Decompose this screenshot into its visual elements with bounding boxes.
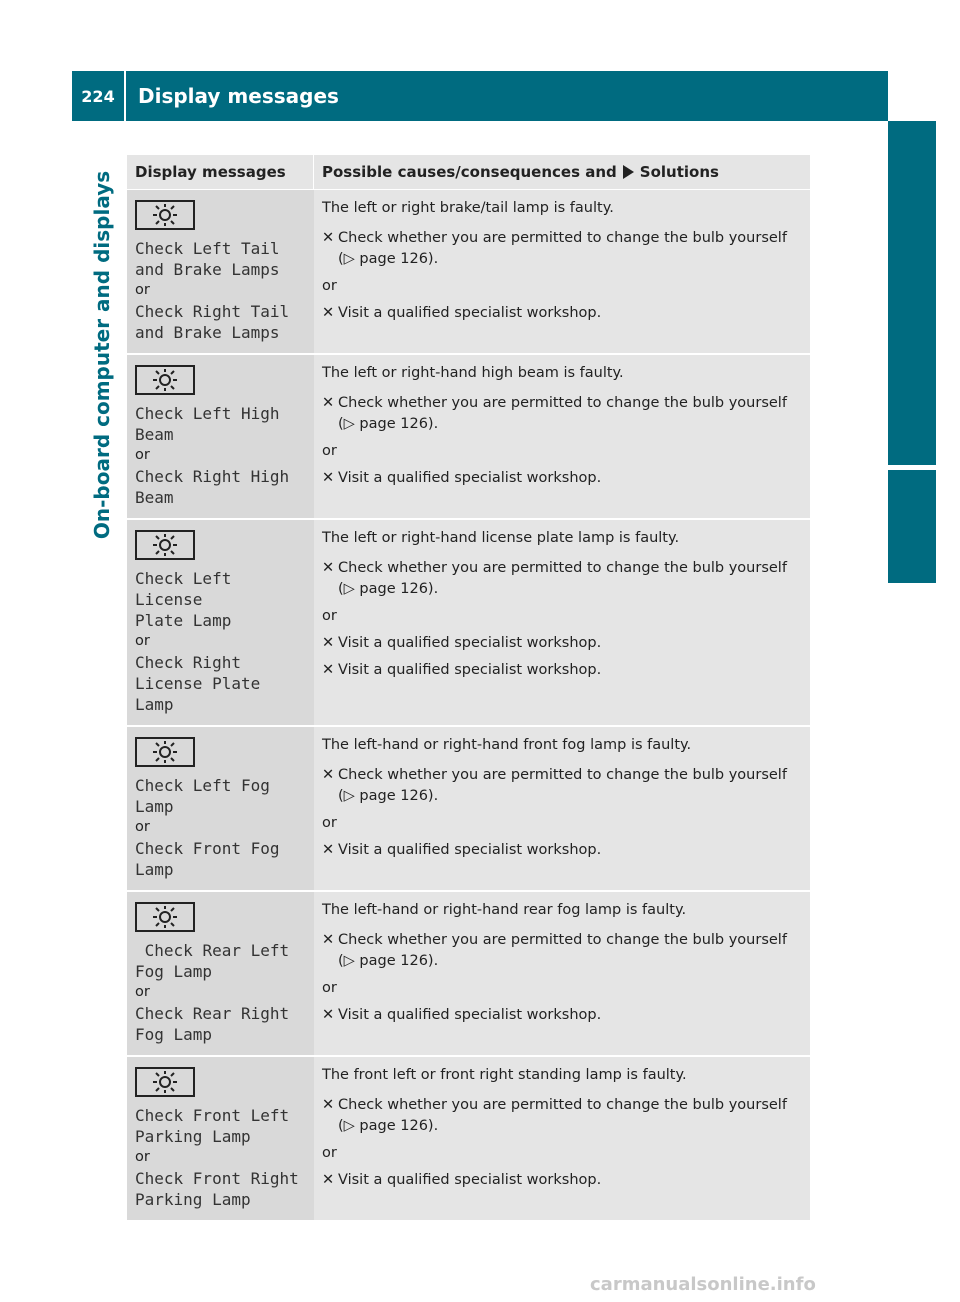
message-text-2: Check Right High Beam [135,467,290,507]
table-row [127,520,810,727]
table-row [127,1057,810,1222]
page-reference: (▷ page 126). [338,1118,439,1134]
step-text: Visit a qualified specialist workshop. [338,305,602,321]
header-solutions-label: Solutions [639,163,719,181]
side-tab [888,121,936,465]
solution-step [322,1095,802,1137]
solution-step [322,393,802,435]
message-text-2: Check Right Tail and Brake Lamps [135,302,290,342]
side-label: On-board computer and displays [90,170,114,540]
table-row [127,190,810,355]
step-text: Check whether you are permitted to change the bulb yourself (▷ page 126). [338,560,787,597]
message-text-2: Check Rear Right Fog Lamp [135,1004,290,1044]
bulb-warning-icon [135,365,195,395]
bulb-warning-icon [135,1067,195,1097]
bulb-warning-icon [135,530,195,560]
or-label: or [135,819,150,835]
watermark: carmanualsonline.info [590,1274,816,1295]
step-text: Visit a qualified specialist workshop. [338,842,602,858]
solution-step [322,765,802,807]
solution-step [322,303,802,324]
display-messages-table [127,155,810,1222]
message-text-2: Check Right License Plate Lamp [135,653,261,714]
message-text-1: Check Left License Plate Lamp [135,569,232,630]
solution-cell [314,190,810,353]
solution-step [322,228,802,270]
or-label: or [135,633,150,649]
page-reference: (▷ page 126). [338,788,439,804]
display-message-cell [127,355,314,518]
solution-step [322,930,802,972]
message-text-2: Check Front Fog Lamp [135,839,280,879]
x-bullet-icon: ✕ [322,767,335,783]
x-bullet-icon: ✕ [322,305,335,321]
step-text: Check whether you are permitted to change the bulb yourself (▷ page 126). [338,1097,787,1134]
x-bullet-icon: ✕ [322,1097,335,1113]
bulb-warning-icon [135,200,195,230]
or-label: or [322,1145,337,1161]
table-row [127,727,810,892]
message-text-1: Check Left High Beam [135,404,280,444]
page-reference: (▷ page 126). [338,416,439,432]
solution-cell [314,727,810,890]
display-message-cell [127,1057,314,1220]
solution-step [322,840,802,861]
x-bullet-icon: ✕ [322,932,335,948]
or-label: or [135,984,150,1000]
play-arrow-icon [623,165,634,179]
solution-cell [314,355,810,518]
cause-text: The left-hand or right-hand front fog lamp is faulty. [322,737,692,753]
bulb-warning-icon [135,737,195,767]
x-bullet-icon: ✕ [322,635,335,651]
header-display-messages: Display messages [127,155,314,189]
table-row [127,355,810,520]
header-causes-label: Possible causes/consequences and [322,163,617,181]
or-label: or [322,608,337,624]
table-header [127,155,810,190]
page-header [72,71,888,121]
step-text: Check whether you are permitted to change the bulb yourself (▷ page 126). [338,395,787,432]
x-bullet-icon: ✕ [322,230,335,246]
section-title: Display messages [138,84,339,108]
step-text: Check whether you are permitted to change the bulb yourself (▷ page 126). [338,767,787,804]
solution-step [322,660,802,681]
cause-text: The left or right-hand license plate lamp is faulty. [322,530,680,546]
solution-cell [314,1057,810,1220]
cause-text: The left-hand or right-hand rear fog lamp is faulty. [322,902,687,918]
header-causes [314,155,810,189]
step-text: Check whether you are permitted to change the bulb yourself (▷ page 126). [338,932,787,969]
message-text-2: Check Front Right Parking Lamp [135,1169,299,1209]
x-bullet-icon: ✕ [322,395,335,411]
message-text-1: Check Front Left Parking Lamp [135,1106,290,1146]
or-label: or [135,447,150,463]
page-reference: (▷ page 126). [338,581,439,597]
message-text-1: Check Rear Left Fog Lamp [135,941,290,981]
cause-text: The left or right brake/tail lamp is faulty. [322,200,614,216]
x-bullet-icon: ✕ [322,560,335,576]
table-body [127,190,810,1222]
display-message-cell [127,520,314,725]
step-text: Visit a qualified specialist workshop. [338,662,602,678]
or-label: or [135,1149,150,1165]
or-label: or [135,282,150,298]
or-label: or [322,980,337,996]
page-reference: (▷ page 126). [338,251,439,267]
bulb-warning-icon [135,902,195,932]
solution-step [322,468,802,489]
or-label: or [322,443,337,459]
cause-text: The left or right-hand high beam is faulty. [322,365,624,381]
message-text-1: Check Left Tail and Brake Lamps [135,239,280,279]
step-text: Visit a qualified specialist workshop. [338,1007,602,1023]
x-bullet-icon: ✕ [322,1172,335,1188]
x-bullet-icon: ✕ [322,662,335,678]
cause-text: The front left or front right standing lamp is faulty. [322,1067,687,1083]
table-row [127,892,810,1057]
x-bullet-icon: ✕ [322,1007,335,1023]
x-bullet-icon: ✕ [322,842,335,858]
solution-step [322,633,802,654]
step-text: Check whether you are permitted to change the bulb yourself (▷ page 126). [338,230,787,267]
side-marker [888,470,936,583]
step-text: Visit a qualified specialist workshop. [338,470,602,486]
step-text: Visit a qualified specialist workshop. [338,635,602,651]
message-text-1: Check Left Fog Lamp [135,776,280,816]
display-message-cell [127,892,314,1055]
solution-step [322,558,802,600]
solution-cell [314,892,810,1055]
page-number: 224 [72,71,126,121]
solution-step [322,1170,802,1191]
or-label: or [322,815,337,831]
step-text: Visit a qualified specialist workshop. [338,1172,602,1188]
display-message-cell [127,727,314,890]
solution-step [322,1005,802,1026]
solution-cell [314,520,810,725]
page-reference: (▷ page 126). [338,953,439,969]
display-message-cell [127,190,314,353]
or-label: or [322,278,337,294]
x-bullet-icon: ✕ [322,470,335,486]
